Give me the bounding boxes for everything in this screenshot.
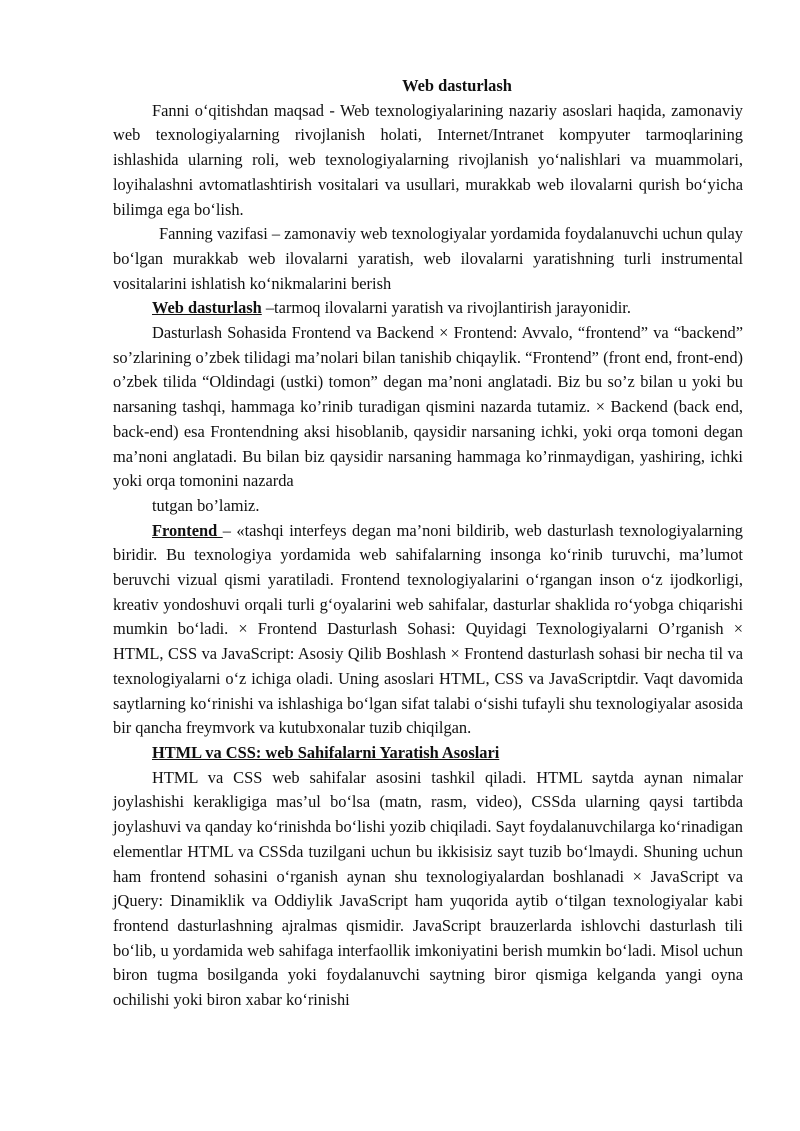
paragraph-frontend-backend: Dasturlash Sohasida Frontend va Backend × Frontend: Avvalo, “frontend” va “backend” so’zlarining o’zbek tilidagi ma’nolari bilan tanishib chiqaylik. “Frontend” (front end, front-end) o’zbek tilida “Oldindagi (ustki) tomon” degan ma’noni anglatadi. Biz bu so’z bilan u yoki bu narsaning tashqi, hammaga ko’rinib turadigan qismini nazarda tutamiz. × Backend (back end, back-end) esa Frontendning aksi hisoblanib, qaysidir narsaning ichki, yoki orqa tomoni degan ma’noni anglatadi. Bu bilan biz qaysidir narsaning hammaga ko’rinmaydigan, yashiring, ichki yoki orqa tomonini nazarda	[113, 323, 743, 491]
document-title: Web dasturlash	[402, 76, 512, 95]
paragraph-frontend	[113, 519, 743, 741]
section-heading	[113, 741, 743, 766]
paragraph-goal: Fanni o‘qitishdan maqsad - Web texnologiyalarining nazariy asoslari haqida, zamonaviy web texnologiyalarning rivojlanish holati, Internet/Intranet kompyuter tarmoqlarining ishlashida ularning roli, web texnologiyalarning rivojlanish yo‘nalishlari va muammolari, loyihalashni avtomatlashtirish vositalari va usullari, murakkab web ilovalarni qurish bo‘yicha bilimga ega bo‘lish.	[113, 100, 743, 219]
definition-text: –tarmoq ilovalarni yaratish va rivojlantirish jarayonidir.	[261, 298, 631, 318]
heading-html-css: HTML va CSS: web Sahifalarni Yaratish Asoslari	[152, 742, 500, 762]
term-web-dasturlash: Web dasturlash	[152, 298, 262, 318]
paragraph-html-css: HTML va CSS web sahifalar asosini tashkil qiladi. HTML saytda aynan nimalar joylashishi kerakligiga mas’ul bo‘lsa (matn, rasm, video), CSSda ularning qaysi tartibda joylashuvi va qanday ko‘rinishda bo‘lishi yozib chiqiladi. Sayt foydalanuvchilarga ko‘rinadigan elementlar HTML va CSSda tuzilgani uchun bu ikkisisiz sayt tuzib bo‘lmaydi. Shuning uchun ham frontend sohasini o‘rganish aynan shu texnologiyalardan boshlanadi × JavaScript va jQuery: Dinamiklik va Oddiylik JavaScript ham yuqorida aytib o‘tilgan texnologiyalar kabi frontend dasturlashning ajralmas qismidir. JavaScript brauzerlarda ishlovchi dasturlash tili bo‘lib, u yordamida web sahifaga interfaollik imkoniyatini berish mumkin bo‘ladi. Misol uchun biron tugma bosilganda yoki foydalanuvchi saytning biror qismiga kelganda yangi oyna ochilishi yoki biron xabar ko‘rinishi	[113, 767, 743, 1010]
paragraph-definition	[113, 296, 743, 321]
paragraph-continuation: tutgan bo’lamiz.	[152, 495, 260, 515]
term-frontend: Frontend	[152, 520, 223, 540]
frontend-text: – «tashqi interfeys degan ma’noni bildirib, web dasturlash texnologiyalarning biridir. Bu texnologiya yordamida web sahifalarning insonga ko‘rinib turuvchi, ma’lumot beruvchi vizual qismi yaratiladi. Frontend texnologiyalarini o‘rgangan inson o‘z ijodkorligi, kreativ yondoshuvi orqali turli g‘oyalarini web sahifalar, dasturlar shaklida ro‘yobga chiqarishi mumkin bo‘ladi. × Frontend Dasturlash Sohasi: Quyidagi Texnologiyalarni O’rganish × HTML, CSS va JavaScript: Asosiy Qilib Boshlash × Frontend dasturlash sohasi bir necha til va texnologiyalarni o‘z ichiga oladi. Uning asoslari HTML, CSS va JavaScriptdir. Vaqt davomida saytlarning ko‘rinishi va ishlashiga bo‘lgan sifat talabi o‘sishi tufayli shu texnologiyalar asosida bir qancha freymvork va kutubxonalar tuzib chiqilgan.	[113, 520, 743, 738]
document-page	[113, 74, 743, 1013]
paragraph-task: Fanning vazifasi – zamonaviy web texnologiyalar yordamida foydalanuvchi uchun qulay bo‘lgan murakkab web ilovalarni yaratish, web ilovalarni yaratishning turli instrumental vositalarini ishlatish ko‘nikmalarini berish	[113, 224, 743, 293]
